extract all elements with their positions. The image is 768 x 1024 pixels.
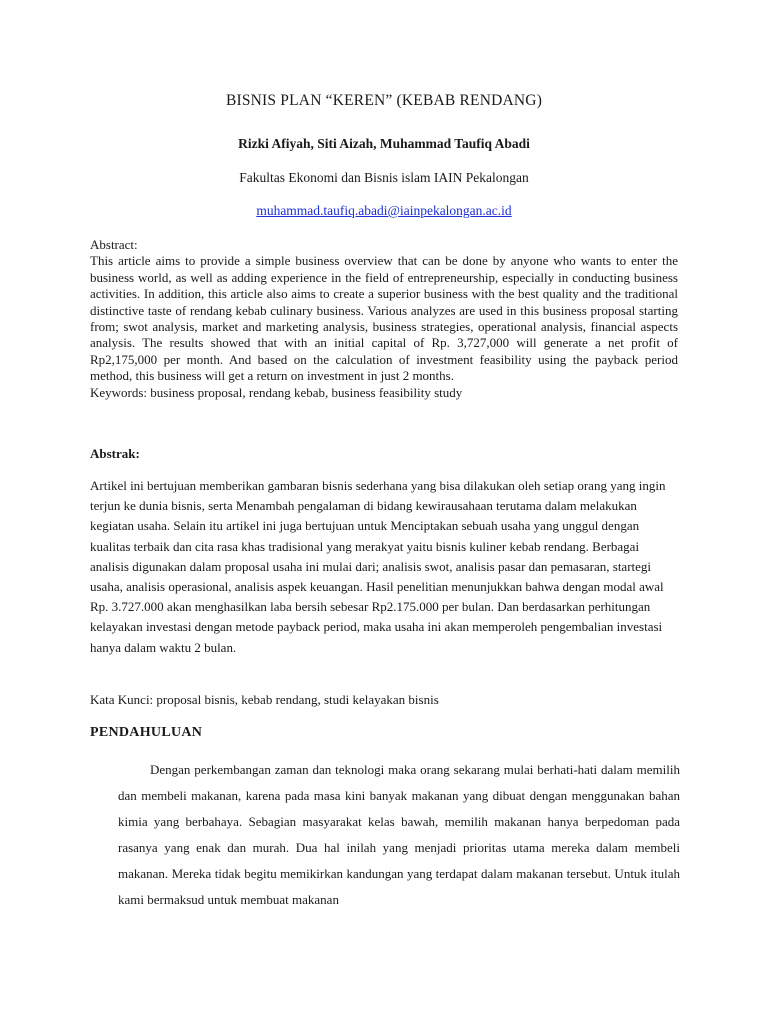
section-heading: PENDAHULUAN <box>90 725 203 740</box>
paper-title: BISNIS PLAN “KEREN” (KEBAB RENDANG) <box>225 92 543 109</box>
affiliation: Fakultas Ekonomi dan Bisnis islam IAIN Pekalongan <box>239 170 529 185</box>
abstract-heading: Abstract: <box>90 237 138 252</box>
intro-paragraph: Dengan perkembangan zaman dan teknologi maka orang sekarang mulai berhati-hati dalam memilih dan membeli makanan, karena pada masa kini banyak makanan yang dibuat dengan menggunakan bahan kimia yang berbahaya. Sebagian masyarakat kelas bawah, memilih makanan hanya berpedoman pada rasanya yang enak dan murah. Dua hal inilah yang menjadi prioritas utama mereka dalam membeli makanan. Mereka tidak begitu memikirkan kandungan yang terdapat dalam makanan tersebut. Untuk itulah kami bermaksud untuk membuat makanan <box>118 762 680 907</box>
keywords-english: Keywords: business proposal, rendang kebab, business feasibility study <box>90 384 463 400</box>
keywords-indonesian: Kata Kunci: proposal bisnis, kebab rendang, studi kelayakan bisnis <box>90 692 439 707</box>
author-list: Rizki Afiyah, Siti Aizah, Muhammad Taufiq Abadi <box>238 136 530 151</box>
email-link[interactable]: muhammad.taufiq.abadi@iainpekalongan.ac.id <box>256 203 512 218</box>
abstrak-body: Artikel ini bertujuan memberikan gambaran bisnis sederhana yang bisa dilakukan oleh setiap orang yang ingin terjun ke dunia bisnis, serta Menambah pengalaman di bidang kewirausahaan terutama dalam melakukan kegiatan usaha. Selain itu artikel ini juga bertujuan untuk Menciptakan sebuah usaha yang unggul dengan kualitas terbaik dan cita rasa khas tradisional yang merakyat yaitu bisnis kuliner kebab rendang. Berbagai analisis digunakan dalam proposal usaha ini mulai dari; analisis swot, analisis pasar dan pemasaran, startegi usaha, analisis operasional, analisis aspek keuangan. Hasil penelitian menunjukkan bahwa dengan modal awal Rp. 3.727.000 akan menghasilkan laba bersih sebesar Rp2.175.000 per bulan. Dan berdasarkan perhitungan kelayakan investasi dengan metode payback period, maka usaha ini akan memperoleh pengembalian investasi hanya dalam waktu 2 bulan. <box>90 478 666 655</box>
abstract-body: This article aims to provide a simple business overview that can be done by anyone who wants to enter the business world, as well as adding experience in the field of entrepreneurship, especially in conducting business activities. In addition, this article also aims to create a superior business with the best quality and the traditional distinctive taste of rendang kebab culinary business. Various analyzes are used in this business proposal starting from; swot analysis, market and marketing analysis, business strategies, operational analysis, financial aspects analysis. The results showed that with an initial capital of Rp. 3,727,000 will generate a net profit of Rp2,175,000 per month. And based on the calculation of investment feasibility using the payback period method, this business will get a return on investment in just 2 months. <box>90 253 678 384</box>
abstract-english <box>90 237 678 401</box>
author-email <box>0 203 768 219</box>
abstrak-heading: Abstrak: <box>90 446 140 461</box>
